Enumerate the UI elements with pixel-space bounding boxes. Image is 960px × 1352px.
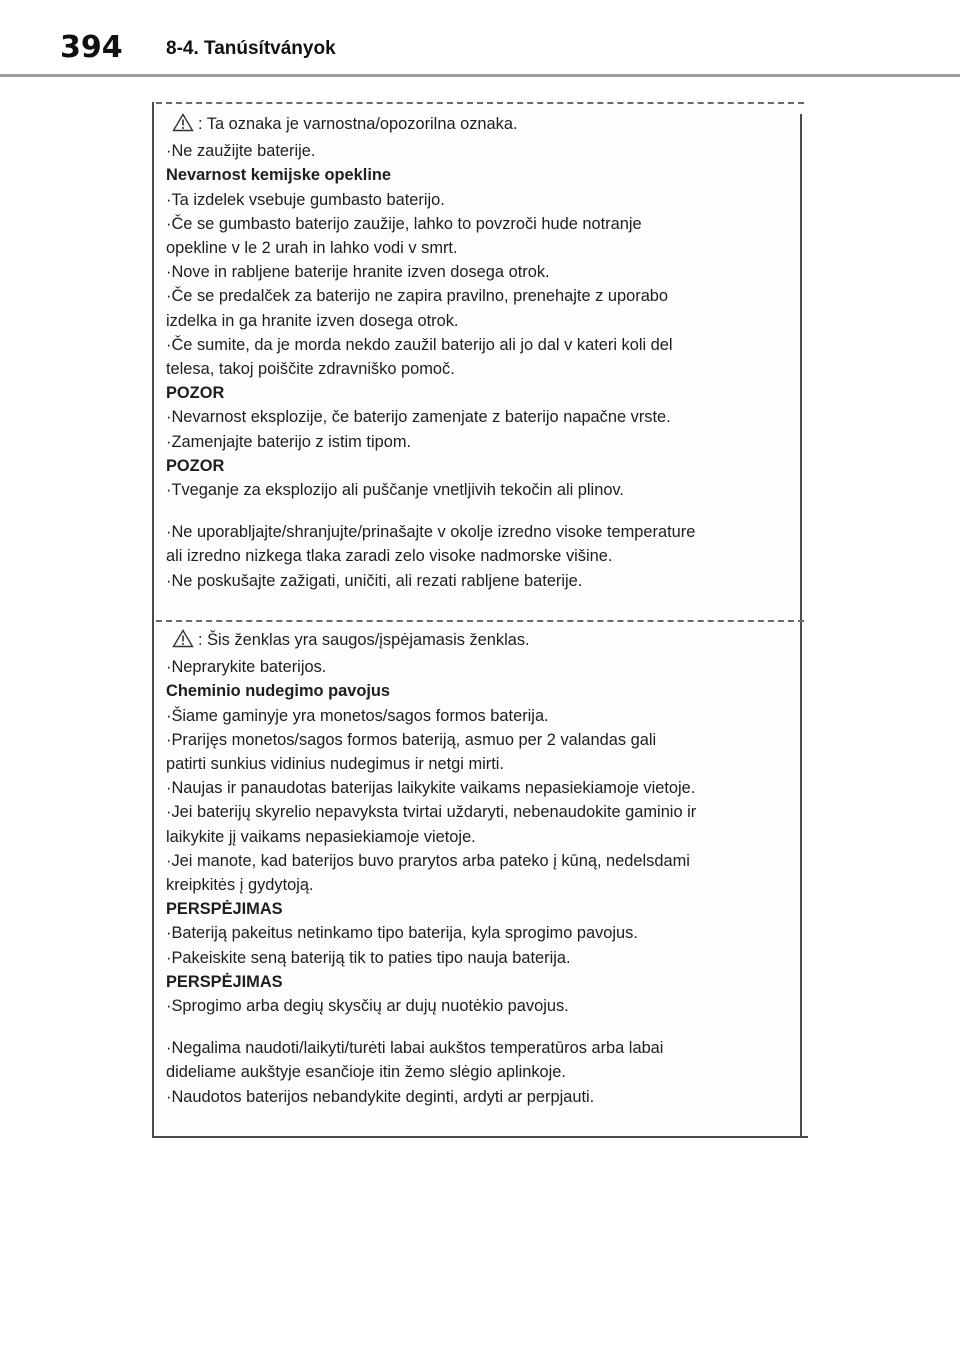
text-line: ·Če se gumbasto baterijo zaužije, lahko to povzroči hude notranje: [166, 214, 642, 233]
text-line: laikykite jį vaikams nepasiekiamoje vietoje.: [166, 827, 476, 846]
scanned-label-image: [152, 100, 808, 1142]
text-line: ·Nove in rabljene baterije hranite izven dosega otrok.: [166, 263, 550, 282]
section-heading: Cheminio nudegimo pavojus: [166, 682, 391, 701]
lithuanian-warning-line: [166, 628, 796, 655]
text-line: ali izredno nizkega tlaka zaradi zelo visoke nadmorske višine.: [166, 547, 613, 566]
text-line: ·Sprogimo arba degių skysčių ar dujų nuotėkio pavojus.: [166, 997, 569, 1016]
text-line: ·Negalima naudoti/laikyti/turėti labai aukštos temperatūros arba labai: [166, 1039, 664, 1058]
text-line: ·Tveganje za eksplozijo ali puščanje vnetljivih tekočin ali plinov.: [166, 481, 624, 500]
text-line: ·Ta izdelek vsebuje gumbasto baterijo.: [166, 190, 445, 209]
text-line: ·Nevarnost eksplozije, če baterijo zamenjate z baterijo napačne vrste.: [166, 408, 671, 427]
text-line: ·Ne zaužijte baterije.: [166, 142, 316, 161]
slovenian-warning-block: [166, 112, 796, 593]
text-line: ·Jei manote, kad baterijos buvo prarytos arba pateko į kūną, nedelsdami: [166, 851, 690, 870]
text-line: patirti sunkius vidinius nudegimus ir netgi mirti.: [166, 755, 504, 774]
text-line: ·Zamenjajte baterijo z istim tipom.: [166, 432, 412, 451]
text-line: telesa, takoj poiščite zdravniško pomoč.: [166, 360, 455, 379]
text-line: ·Prarijęs monetos/sagos formos bateriją, asmuo per 2 valandas gali: [166, 730, 657, 749]
slovenian-text-lines: [166, 139, 796, 593]
page-number: 394: [60, 30, 123, 65]
text-line: izdelka in ga hranite izven dosega otrok.: [166, 311, 459, 330]
text-line: ·Naudotos baterijos nebandykite deginti, ardyti ar perpjauti.: [166, 1087, 595, 1106]
lithuanian-warning-label: : Šis ženklas yra saugos/įspėjamasis ženklas.: [198, 631, 530, 649]
section-heading: PERSPĖJIMAS: [166, 900, 283, 919]
text-line: ·Šiame gaminyje yra monetos/sagos formos baterija.: [166, 706, 549, 725]
lithuanian-warning-block: [166, 628, 796, 1109]
warning-triangle-icon: [172, 113, 194, 139]
frame-left-border: [152, 102, 154, 1138]
page-header: [0, 0, 960, 80]
warning-triangle-icon: [172, 629, 194, 655]
text-line: ·Naujas ir panaudotas baterijas laikykite vaikams nepasiekiamoje vietoje.: [166, 779, 696, 798]
section-heading: POZOR: [166, 456, 225, 475]
frame-bottom-border: [152, 1136, 808, 1138]
text-line: dideliame aukštyje esančioje itin žemo slėgio aplinkoje.: [166, 1063, 566, 1082]
text-line: ·Pakeiskite seną bateriją tik to paties tipo nauja baterija.: [166, 948, 571, 967]
section-heading: POZOR: [166, 384, 225, 403]
text-line: ·Bateriją pakeitus netinkamo tipo baterija, kyla sprogimo pavojus.: [166, 924, 638, 943]
text-line: ·Jei baterijų skyrelio nepavyksta tvirtai uždaryti, nebenaudokite gaminio ir: [166, 803, 697, 822]
text-line: ·Neprarykite baterijos.: [166, 658, 327, 677]
slovenian-warning-label: : Ta oznaka je varnostna/opozorilna oznaka.: [198, 115, 518, 133]
text-line: opekline v le 2 urah in lahko vodi v smrt.: [166, 239, 458, 258]
slovenian-warning-line: [166, 112, 796, 139]
text-line: ·Ne poskušajte zažigati, uničiti, ali rezati rabljene baterije.: [166, 571, 583, 590]
frame-right-border: [800, 114, 802, 1138]
section-title: 8-4. Tanúsítványok: [166, 38, 336, 59]
dashed-separator-middle: [156, 620, 804, 622]
section-heading: Nevarnost kemijske opekline: [166, 166, 392, 185]
text-line: ·Če se predalček za baterijo ne zapira pravilno, prenehajte z uporabo: [166, 287, 669, 306]
lithuanian-text-lines: [166, 655, 796, 1109]
header-rule: [0, 74, 960, 77]
text-line: ·Ne uporabljajte/shranjujte/prinašajte v okolje izredno visoke temperature: [166, 523, 696, 542]
dashed-separator-top: [156, 102, 804, 104]
section-heading: PERSPĖJIMAS: [166, 972, 283, 991]
text-line: ·Če sumite, da je morda nekdo zaužil baterijo ali jo dal v kateri koli del: [166, 335, 673, 354]
text-line: kreipkitės į gydytoją.: [166, 876, 314, 895]
